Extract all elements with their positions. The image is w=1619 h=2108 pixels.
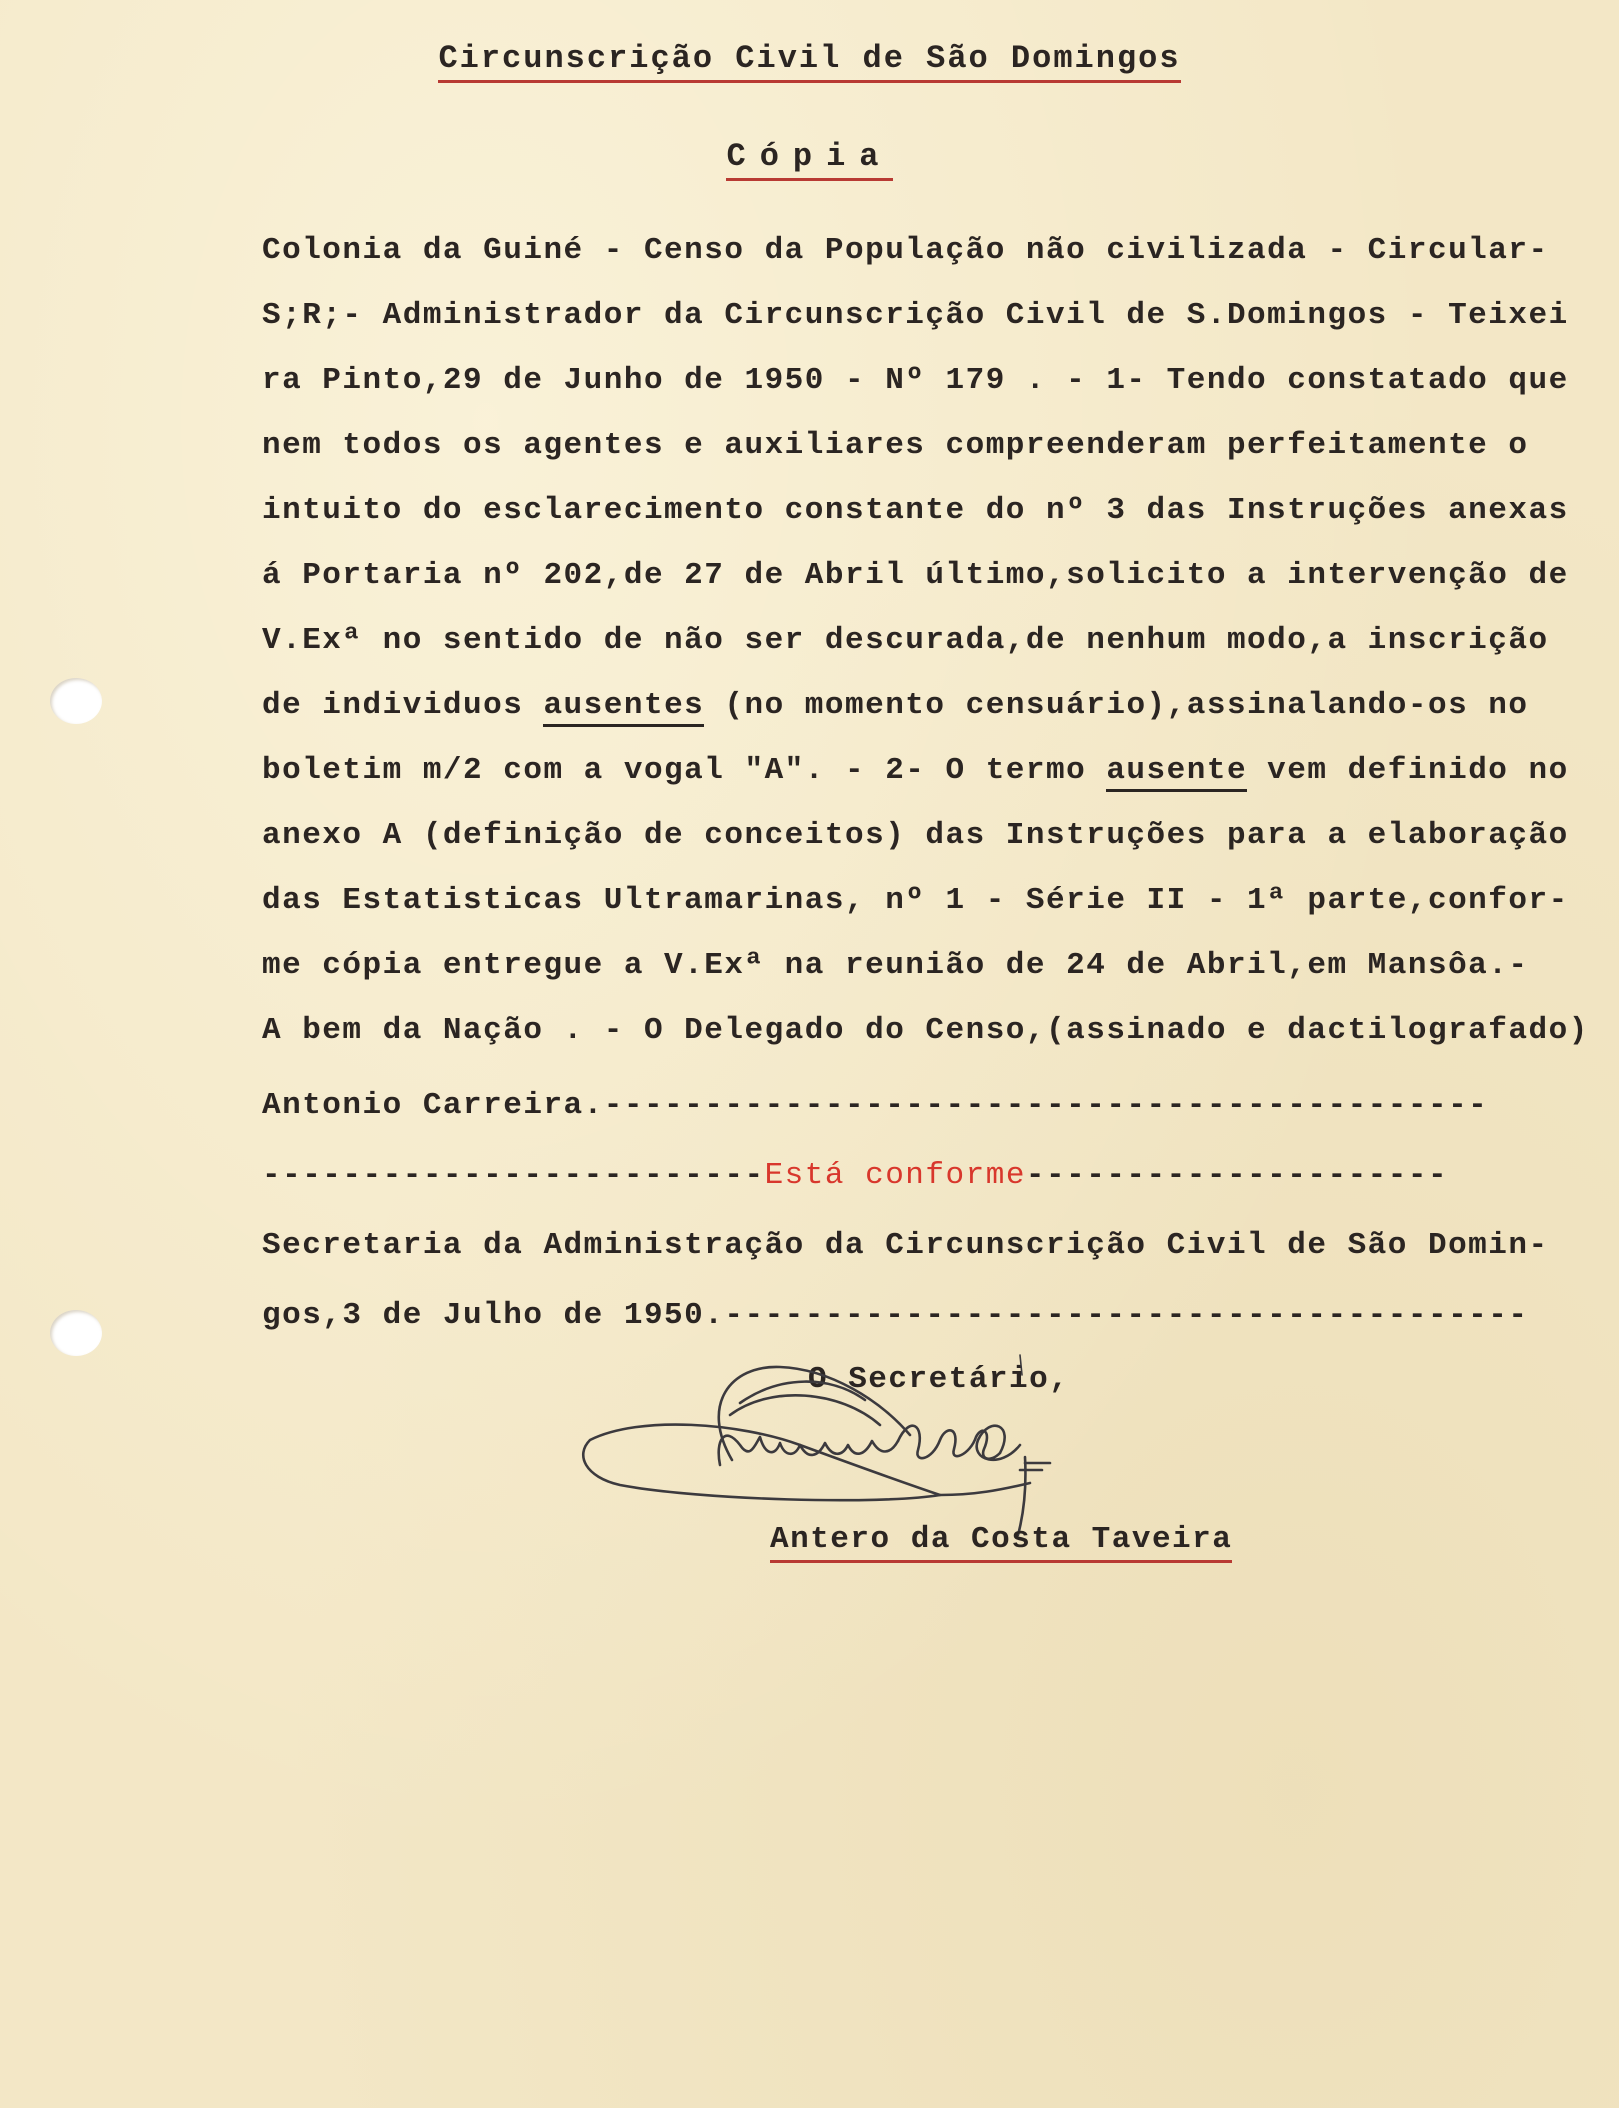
punch-hole-lower	[50, 1310, 102, 1356]
signatory-name-line	[770, 1522, 1270, 1557]
body-line-3: ra Pinto,29 de Junho de 1950 - Nº 179 . - 1- Tendo constatado que	[262, 363, 1569, 398]
underlined-word-ausentes: ausentes	[543, 688, 704, 727]
term-line-suffix: vem definido no	[1247, 753, 1569, 788]
signature-title: O Secretário,	[808, 1362, 1070, 1397]
body-line-2: S;R;- Administrador da Circunscrição Civil de S.Domingos - Teixei	[262, 298, 1569, 333]
certification-dashes-left: -------------------------	[262, 1158, 765, 1193]
copy-title-text: Cópia	[726, 138, 892, 181]
office-heading	[0, 40, 1619, 77]
certification-label: Está conforme	[764, 1158, 1026, 1193]
body-line-8	[262, 688, 1562, 723]
body-line-4: nem todos os agentes e auxiliares compreenderam perfeitamente o	[262, 428, 1529, 463]
term-line-prefix: boletim m/2 com a vogal "A". - 2- O termo	[262, 753, 1107, 788]
punch-hole-upper	[50, 678, 102, 724]
body-line-9	[262, 753, 1569, 788]
closing-line-1: Secretaria da Administração da Circunscrição Civil de São Domin-	[262, 1228, 1549, 1263]
absent-line-prefix: de individuos	[262, 688, 544, 723]
office-heading-text: Circunscrição Civil de São Domingos	[438, 40, 1180, 83]
certification-dashes-right: ---------------------	[1025, 1158, 1449, 1193]
body-line-5: intuito do esclarecimento constante do nº 3 das Instruções anexas	[262, 493, 1569, 528]
body-line-1: Colonia da Guiné - Censo da População não civilizada - Circular-	[262, 233, 1549, 268]
body-line-11: das Estatisticas Ultramarinas, nº 1 - Série II - 1ª parte,confor-	[262, 883, 1569, 918]
body-line-14: Antonio Carreira.--------------------------------------------	[262, 1088, 1489, 1123]
body-line-13: A bem da Nação . - O Delegado do Censo,(assinado e dactilografado)	[262, 1013, 1589, 1048]
certification-line	[262, 1158, 1562, 1193]
underlined-word-ausente: ausente	[1106, 753, 1247, 792]
body-line-7: V.Exª no sentido de não ser descurada,de nenhum modo,a inscrição	[262, 623, 1549, 658]
body-line-12: me cópia entregue a V.Exª na reunião de 24 de Abril,em Mansôa.-	[262, 948, 1529, 983]
copy-title	[0, 138, 1619, 175]
signatory-name: Antero da Costa Taveira	[770, 1522, 1232, 1563]
body-line-6: á Portaria nº 202,de 27 de Abril último,solicito a intervenção de	[262, 558, 1569, 593]
body-line-10: anexo A (definição de conceitos) das Instruções para a elaboração	[262, 818, 1569, 853]
closing-line-2: gos,3 de Julho de 1950.----------------------------------------	[262, 1298, 1529, 1333]
absent-line-suffix: (no momento censuário),assinalando-os no	[704, 688, 1529, 723]
